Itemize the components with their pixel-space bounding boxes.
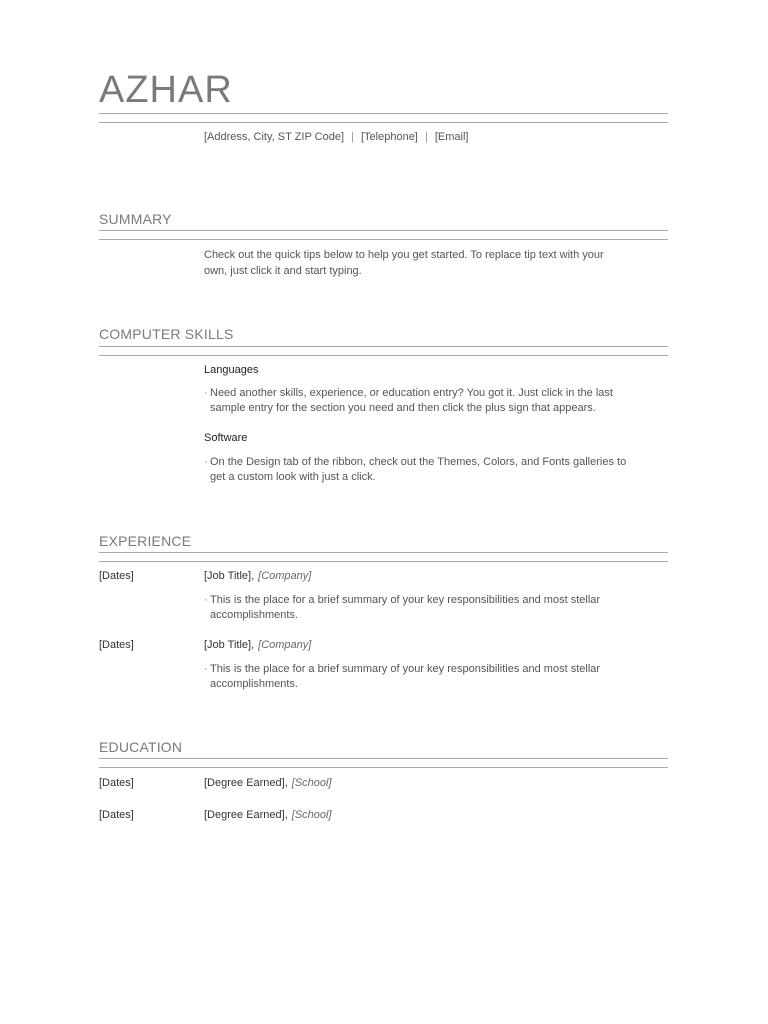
bullet-text: This is the place for a brief summary of your key responsibilities and most stellar accomplishments. bbox=[210, 663, 601, 690]
section-rule-bottom bbox=[99, 355, 668, 356]
job-title: [Job Title], bbox=[204, 570, 255, 582]
education-dates[interactable]: [Dates] bbox=[99, 777, 134, 789]
bullet-text: This is the place for a brief summary of your key responsibilities and most stellar accomplishments. bbox=[210, 594, 601, 621]
section-rule-bottom bbox=[99, 767, 668, 768]
experience-dates[interactable]: [Dates] bbox=[99, 639, 134, 651]
section-rule-top bbox=[99, 758, 668, 759]
section-title-education[interactable]: EDUCATION bbox=[99, 739, 183, 755]
contact-telephone[interactable]: [Telephone] bbox=[360, 131, 418, 143]
skills-heading-software[interactable]: Software bbox=[204, 432, 248, 444]
bullet-text: Need another skills, experience, or education entry? You got it. Just click in the last sample entry for the section you need and then click the plus sign that appears. bbox=[210, 387, 613, 414]
section-title-computer-skills[interactable]: COMPUTER SKILLS bbox=[99, 326, 234, 342]
education-degree[interactable] bbox=[204, 809, 332, 821]
degree: [Degree Earned], bbox=[204, 809, 288, 821]
contact-address[interactable]: [Address, City, ST ZIP Code] bbox=[204, 131, 344, 143]
resume-name[interactable]: AZHAR bbox=[99, 69, 233, 111]
experience-role[interactable] bbox=[204, 639, 311, 651]
job-title: [Job Title], bbox=[204, 639, 255, 651]
contact-email[interactable]: [Email] bbox=[434, 131, 469, 143]
experience-bullet[interactable] bbox=[204, 662, 629, 692]
school: [School] bbox=[291, 809, 332, 821]
company: [Company] bbox=[258, 639, 312, 651]
skills-bullet-software[interactable] bbox=[204, 455, 629, 485]
education-degree[interactable] bbox=[204, 777, 332, 789]
section-rule-top bbox=[99, 230, 668, 231]
skills-bullet-languages[interactable] bbox=[204, 386, 629, 416]
bullet-glyph: · bbox=[204, 456, 208, 468]
section-title-summary[interactable]: SUMMARY bbox=[99, 211, 172, 227]
contact-separator: | bbox=[351, 131, 354, 143]
degree: [Degree Earned], bbox=[204, 777, 288, 789]
education-dates[interactable]: [Dates] bbox=[99, 809, 134, 821]
section-rule-bottom bbox=[99, 239, 668, 240]
contact-separator: | bbox=[424, 131, 428, 143]
summary-text[interactable]: Check out the quick tips below to help you get started. To replace tip text with your own, just click it and start typing. bbox=[204, 249, 604, 277]
bullet-text: On the Design tab of the ribbon, check out the Themes, Colors, and Fonts galleries to get a custom look with just a click. bbox=[210, 456, 627, 483]
experience-dates[interactable]: [Dates] bbox=[99, 570, 134, 582]
section-rule-bottom bbox=[99, 561, 668, 562]
bullet-glyph: · bbox=[204, 663, 208, 675]
company: [Company] bbox=[258, 570, 312, 582]
bullet-glyph: · bbox=[204, 387, 208, 399]
contact-line bbox=[204, 131, 468, 143]
experience-bullet[interactable] bbox=[204, 593, 629, 623]
experience-role[interactable] bbox=[204, 570, 311, 582]
section-title-experience[interactable]: EXPERIENCE bbox=[99, 533, 192, 549]
header-rule-bottom bbox=[99, 122, 668, 123]
section-rule-top bbox=[99, 346, 668, 347]
section-rule-top bbox=[99, 552, 668, 553]
school: [School] bbox=[291, 777, 332, 789]
bullet-glyph: · bbox=[204, 594, 208, 606]
skills-heading-languages[interactable]: Languages bbox=[204, 364, 259, 376]
header-rule-top bbox=[99, 113, 668, 114]
